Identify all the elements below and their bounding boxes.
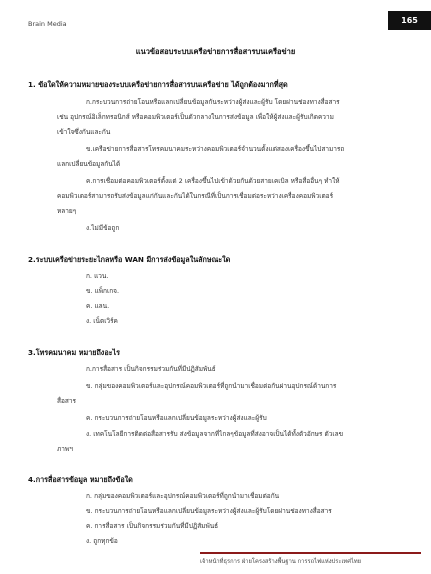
q3-option-b-line1: ข. กลุ่มของคอมพิวเตอร์และอุปกรณ์คอมพิวเตอร์ที่ถูกนำมาเชื่อมต่อกันผ่านอุปกรณ์ด้านการ <box>86 382 337 390</box>
q1-option-c-line1: ค.การเชื่อมต่อคอมพิวเตอร์ตั้งแต่ 2 เครื่องขึ้นไปเข้าด้วยกันด้วยสายเคเบิล หรือสื่ออื่นๆ ทำให้ <box>86 177 340 185</box>
page-title: แนวข้อสอบระบบเครือข่ายการสื่อสารบนเครือข่าย <box>135 47 296 56</box>
q3-option-b-line2: สื่อสาร <box>57 397 76 405</box>
q2-option-b: ข. แพ็กเกจ. <box>86 287 120 295</box>
q1-option-a-line2: เช่น อุปกรณ์อิเล็กทรอนิกส์ หรือคอมพิวเตอร์เป็นตัวกลางในการส่งข้อมูล เพื่อให้ผู้ส่งและผู้รับเกิดความ <box>57 113 334 121</box>
footer-text: เจ้าหน้าที่ธุรการ ฝ่ายโครงสร้างพื้นฐาน การรถไฟแห่งประเทศไทย <box>200 559 362 565</box>
q4-option-c: ค. การสื่อสาร เป็นกิจกรรมร่วมกันที่มีปฏิสัมพันธ์ <box>86 522 219 530</box>
q1-option-b-line1: ข.เครือข่ายการสื่อสารโทรคมนาคมระหว่างคอมพิวเตอร์จำนวนตั้งแต่สองเครื่องขึ้นไปสามารถ <box>86 145 345 153</box>
q4-option-d: ง. ถูกทุกข้อ <box>86 537 118 545</box>
q2-option-c: ค. แลน. <box>86 302 110 310</box>
q1-option-a-line1: ก.กระบวนการถ่ายโอนหรือแลกเปลี่ยนข้อมูลกันระหว่างผู้ส่งและผู้รับ โดยผ่านช่องทางสื่อสาร <box>86 98 340 106</box>
q2-option-d: ง. เน็ตเวิร์ค <box>86 317 118 325</box>
q2-option-a: ก. แวน. <box>86 272 109 280</box>
question-4: 4.การสื่อสารข้อมูล หมายถึงข้อใด <box>28 475 133 484</box>
q4-option-a: ก. กลุ่มของคอมพิวเตอร์และอุปกรณ์คอมพิวเตอร์ที่ถูกนำมาเชื่อมต่อกัน <box>86 492 280 500</box>
q3-option-d-line2: ภาพฯ <box>57 445 73 453</box>
q3-option-a: ก.การสื่อสาร เป็นกิจกรรมร่วมกันที่มีปฏิสัมพันธ์ <box>86 365 216 373</box>
q1-option-b-line2: แลกเปลี่ยนข้อมูลกันได้ <box>57 160 121 168</box>
question-2: 2.ระบบเครือข่ายระยะไกลหรือ WAN มีการส่งข้อมูลในลักษณะใด <box>28 255 231 264</box>
header-publisher: Brain Media <box>28 20 67 28</box>
q3-option-d-line1: ง. เทคโนโลยีการติดต่อสื่อสารรับ ส่งข้อมูลจากที่ไกลๆข้อมูลที่ส่งอาจเป็นได้ทั้งตัวอักษร ตัวเลข <box>86 430 344 438</box>
footer-rule <box>200 552 421 554</box>
q1-option-a-line3: เข้าใจซึ่งกันและกัน <box>57 128 111 136</box>
q1-option-c-line3: หลายๆ <box>57 207 77 215</box>
page-number-badge: 165 <box>388 11 431 30</box>
q1-option-c-line2: คอมพิวเตอร์สามารถรับส่งข้อมูลแก่กันและกันได้ในกรณีที่เป็นการเชื่อมต่อระหว่างเครื่องคอมพิวเตอร์ <box>57 192 334 200</box>
q4-option-b: ข. กระบวนการถ่ายโอนหรือแลกเปลี่ยนข้อมูลระหว่างผู้ส่งและผู้รับโดยผ่านช่องทางสื่อสาร <box>86 507 332 515</box>
q1-option-d: ง.ไม่มีข้อถูก <box>86 224 120 232</box>
question-1: 1. ข้อใดให้ความหมายของระบบเครือข่ายการสื่อสารบนเครือข่าย ได้ถูกต้องมากที่สุด <box>28 80 288 89</box>
question-3: 3.โทรคมนาคม หมายถึงอะไร <box>28 348 120 357</box>
q3-option-c: ค. กระบวนการถ่ายโอนหรือแลกเปลี่ยนข้อมูลระหว่างผู้ส่งและผู้รับ <box>86 414 267 422</box>
